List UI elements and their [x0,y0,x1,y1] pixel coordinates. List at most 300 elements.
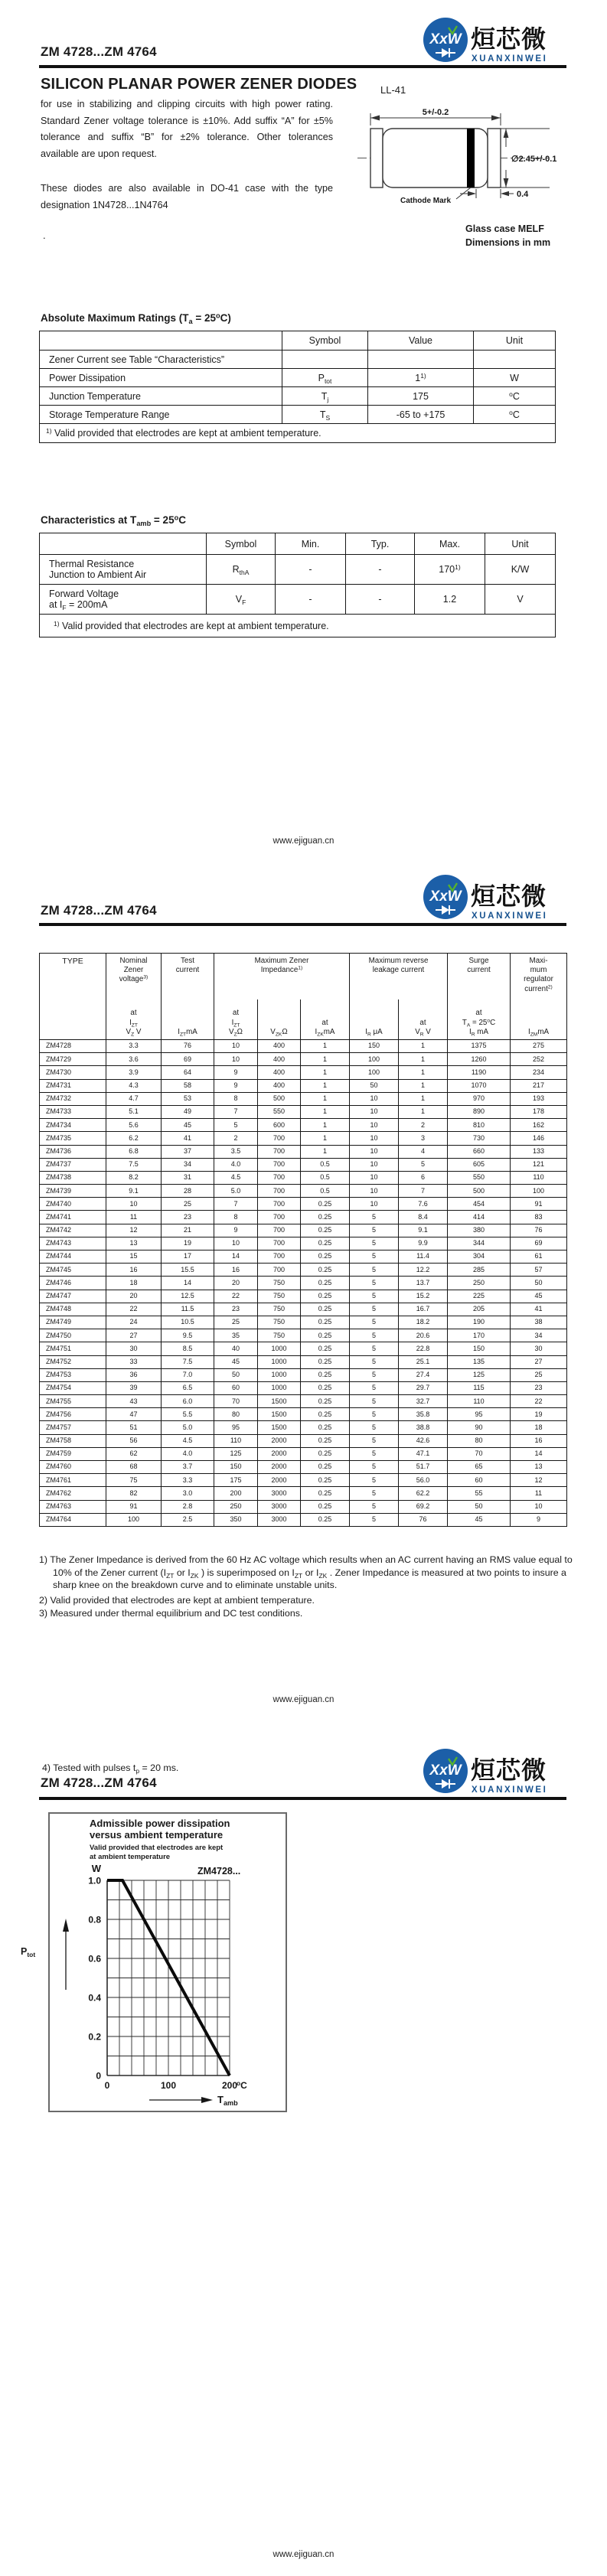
cell: 10 [106,1198,162,1211]
cell: 5 [350,1211,399,1224]
cell: 23 [511,1381,567,1394]
zener-row [40,1132,567,1145]
doc-title: ZM 4728...ZM 4764 [41,903,157,918]
cell: 11 [511,1487,567,1500]
cell: 170$^{1)}$ [415,555,485,585]
cell: 4.5 [162,1434,214,1447]
cell: 82 [106,1487,162,1500]
cell: 56 [106,1434,162,1447]
cell: - [346,585,415,615]
cell: 5.5 [162,1408,214,1421]
cell: 23 [214,1303,258,1316]
cell: $R_{thA}$ [207,555,276,585]
col-header [40,533,207,555]
zener-row [40,1092,567,1105]
cell: ZM4752 [40,1355,106,1368]
cell: 5 [350,1368,399,1381]
cell: 9.9 [399,1237,448,1250]
cell [282,351,368,369]
footnote-2: 2) Valid provided that electrodes are kept at ambient temperature. [39,1594,315,1606]
cell: ZM4753 [40,1368,106,1381]
cell: 30 [511,1342,567,1355]
cell: 8.5 [162,1342,214,1355]
cell: 9.1 [399,1224,448,1237]
cell: 1 [399,1092,448,1105]
cell: 1 [301,1145,350,1158]
zener-row [40,1066,567,1079]
header-rule [39,1797,566,1800]
cell: 500 [448,1185,511,1198]
cell: $^o$C [474,387,556,406]
cell: 135 [448,1355,511,1368]
group-header: Nominal Zener voltage$^{3)}$ [106,954,162,999]
cell: 1 [301,1092,350,1105]
cell: Thermal Resistance Junction to Ambient Air [40,555,207,585]
zener-row [40,1395,567,1408]
col-header: Symbol [207,533,276,555]
cell: 9 [214,1079,258,1092]
cell: 1 [399,1053,448,1066]
y-tick-label: 0.6 [88,1953,101,1965]
cell: 10 [350,1119,399,1132]
cell: 750 [258,1277,301,1290]
cell: 50 [511,1277,567,1290]
cell: 700 [258,1211,301,1224]
curve-label: ZM4728... [197,1866,241,1877]
table-footnotes [39,1554,589,1620]
cell: 15.2 [399,1290,448,1303]
cell: 6.2 [106,1132,162,1145]
cell: 700 [258,1251,301,1264]
cell: 40 [214,1342,258,1355]
cell: 190 [448,1316,511,1329]
band-dim-label: 0.4 [517,190,529,199]
cell: ZM4741 [40,1211,106,1224]
cell: 5 [399,1158,448,1171]
logo-en-name: XUANXINWEI [472,54,548,64]
cell: 2000 [258,1474,301,1487]
cell: 0.25 [301,1368,350,1381]
cell: 217 [511,1079,567,1092]
sub-column-header: at $I_{ZT}$ $V_Z$ V [106,999,162,1040]
cell: 3 [399,1132,448,1145]
cell: 10 [214,1237,258,1250]
cell: ZM4729 [40,1053,106,1066]
dimensions-label: Dimensions in mm [465,237,551,248]
cell: 22 [106,1303,162,1316]
type-column-header: TYPE [40,954,106,1040]
cell: 550 [448,1171,511,1184]
cell: 110 [214,1434,258,1447]
zener-row [40,1145,567,1158]
cell: 250 [448,1277,511,1290]
cell: 0.25 [301,1513,350,1526]
cell: 8.4 [399,1211,448,1224]
cell: 10 [350,1185,399,1198]
cell: ZM4742 [40,1224,106,1237]
intro-paragraph: for use in stabilizing and clipping circuits with high power rating. Standard Zener voltage tolerance is ±10%. Add suffix “A” for ±5% tolerance and suffix “B” for ±2% tolerance. Other tolerances available are upon request. [41,99,333,159]
cell: 350 [214,1513,258,1526]
cell: 3.0 [162,1487,214,1500]
characteristics-row [40,555,556,585]
zener-row [40,1461,567,1474]
header-rule [39,65,566,68]
cell: $P_{tot}$ [282,369,368,387]
cell: ZM4739 [40,1185,106,1198]
cell: 6.5 [162,1381,214,1394]
cell: 11 [106,1211,162,1224]
cell: 1 [301,1105,350,1118]
cell: 400 [258,1079,301,1092]
cell: 11.4 [399,1251,448,1264]
cell: 454 [448,1198,511,1211]
cell: 12.5 [162,1290,214,1303]
cell: Power Dissipation [40,369,282,387]
cell: 0.25 [301,1421,350,1434]
cell: 11.5 [162,1303,214,1316]
cell: 100 [350,1053,399,1066]
cell: 35 [214,1329,258,1342]
cell: 3.3 [162,1474,214,1487]
cell: 1 [301,1119,350,1132]
cell: 205 [448,1303,511,1316]
cell: 0.25 [301,1434,350,1447]
cell: 9 [511,1513,567,1526]
x-axis-unit: $^o$C [237,2079,247,2091]
col-header: Unit [485,533,556,555]
page-2 [0,849,607,1730]
cell: 9 [214,1066,258,1079]
cell: 8 [214,1211,258,1224]
cell: 69 [162,1053,214,1066]
cell: 45 [448,1513,511,1526]
cell: 32.7 [399,1395,448,1408]
zener-header-subcolumns [40,999,567,1040]
cell: 12.2 [399,1264,448,1277]
cell: 20.6 [399,1329,448,1342]
zener-row [40,1198,567,1211]
cell: 7 [399,1185,448,1198]
cell: 34 [162,1158,214,1171]
cell: 175 [368,387,474,406]
cell: 5.0 [162,1421,214,1434]
cell: 1500 [258,1421,301,1434]
cell: 38 [511,1316,567,1329]
logo-monogram: XxW [429,889,462,905]
zener-row [40,1277,567,1290]
cell: 50 [350,1079,399,1092]
cell: 2000 [258,1447,301,1460]
cell: 700 [258,1198,301,1211]
abs-max-row [40,351,556,369]
cell: 150 [214,1461,258,1474]
cell: 20 [106,1290,162,1303]
cell: 41 [162,1132,214,1145]
cell: 60 [448,1474,511,1487]
sub-column-header: at $T_A = 25^oC$ $I_R$ mA [448,999,511,1040]
cell: 70 [214,1395,258,1408]
cell: - [346,555,415,585]
cell: 150 [448,1342,511,1355]
cell: 700 [258,1158,301,1171]
cell: 50 [214,1368,258,1381]
cell: 27 [106,1329,162,1342]
cell: 19 [511,1408,567,1421]
y-axis-arrow [63,1919,69,1932]
cell: 45 [214,1355,258,1368]
cell: 0.25 [301,1487,350,1500]
cell: 10 [350,1092,399,1105]
cell: 150 [350,1040,399,1053]
chart-title-line1: Admissible power dissipation [90,1818,230,1829]
cell: 0.25 [301,1395,350,1408]
cell: 45 [511,1290,567,1303]
cell: 16.7 [399,1303,448,1316]
cell: 8 [214,1092,258,1105]
cell: ZM4744 [40,1251,106,1264]
zener-row [40,1211,567,1224]
cell: 75 [106,1474,162,1487]
col-header: Min. [276,533,346,555]
cell: - [276,585,346,615]
cell: 0.25 [301,1329,350,1342]
cell: 15.5 [162,1264,214,1277]
cell: 1000 [258,1368,301,1381]
brand-logo [423,1746,572,1795]
y-tick-label: 0.8 [88,1914,101,1925]
chart-subtitle-line2: at ambient temperature [90,1852,171,1861]
table-footnote: $^{1)}$ Valid provided that electrodes are kept at ambient temperature. [40,615,556,637]
cell: 1 [301,1132,350,1145]
cell: ZM4745 [40,1264,106,1277]
cell: 9.5 [162,1329,214,1342]
cell: 22.8 [399,1342,448,1355]
logo-cn-name: 烜芯微 [471,24,547,54]
cell: 414 [448,1211,511,1224]
zener-row [40,1264,567,1277]
cell: 14 [214,1251,258,1264]
cell: 8.2 [106,1171,162,1184]
cell: 344 [448,1237,511,1250]
x-tick-label: 100 [160,2080,177,2091]
cell: 25 [511,1368,567,1381]
cell: 45 [162,1119,214,1132]
cell: 750 [258,1290,301,1303]
cell: 3000 [258,1487,301,1500]
cell: 4.0 [214,1158,258,1171]
zener-row [40,1434,567,1447]
cell: 7.0 [162,1368,214,1381]
cell: 100 [511,1185,567,1198]
cell: 18.2 [399,1316,448,1329]
logo-en-name: XUANXINWEI [472,1785,548,1795]
diameter-dim-label: ∅2.45+/-0.1 [511,155,557,164]
cell: 10 [214,1053,258,1066]
cell: 37 [162,1145,214,1158]
cell: 70 [448,1447,511,1460]
cell: Junction Temperature [40,387,282,406]
cell: 162 [511,1119,567,1132]
cell: 5 [350,1290,399,1303]
cell: 380 [448,1224,511,1237]
cell: 10 [350,1132,399,1145]
col-header: Max. [415,533,485,555]
cell: 400 [258,1066,301,1079]
cell: ZM4760 [40,1461,106,1474]
cell: 200 [214,1487,258,1500]
cell: 80 [214,1408,258,1421]
cell: 700 [258,1145,301,1158]
cell: $T_j$ [282,387,368,406]
cell: 5 [350,1381,399,1394]
cell: 5 [350,1500,399,1513]
footnote-3: 3) Measured under thermal equilibrium and DC test conditions. [39,1608,303,1619]
cell: 4.7 [106,1092,162,1105]
cathode-band [467,129,475,187]
zener-row [40,1158,567,1171]
zener-row [40,1408,567,1421]
cell: 91 [511,1198,567,1211]
cell: 69.2 [399,1500,448,1513]
cell: 56.0 [399,1474,448,1487]
cell: 5 [350,1447,399,1460]
cell: 0.25 [301,1408,350,1421]
col-header [40,331,282,351]
cell: 10 [350,1171,399,1184]
group-header: Maximum Zener Impedance$^{1)}$ [214,954,350,999]
cell: 61 [511,1251,567,1264]
zener-row [40,1487,567,1500]
cell: 1 [399,1040,448,1053]
cell: 100 [350,1066,399,1079]
cell: 0.5 [301,1158,350,1171]
cell: 18 [106,1277,162,1290]
cell: 304 [448,1251,511,1264]
cell: 0.25 [301,1237,350,1250]
cell: 10.5 [162,1316,214,1329]
cell: 6 [399,1171,448,1184]
cell: 400 [258,1053,301,1066]
cell: 41 [511,1303,567,1316]
cell: 4.0 [162,1447,214,1460]
x-tick-label: 200 [221,2080,238,2091]
logo-en-name: XUANXINWEI [472,911,548,921]
cell: 2000 [258,1434,301,1447]
cell: 1 [301,1053,350,1066]
cell: 9.1 [106,1185,162,1198]
y-tick-label: 1.0 [88,1875,101,1886]
cell: 0.25 [301,1461,350,1474]
cell: 5.6 [106,1119,162,1132]
cell: ZM4762 [40,1487,106,1500]
cell: 2000 [258,1461,301,1474]
cell: 125 [448,1368,511,1381]
cell: 5.1 [106,1105,162,1118]
cell: -65 to +175 [368,406,474,424]
cell: 1.2 [415,585,485,615]
sub-column-header: $I_{ZM}mA$ [511,999,567,1040]
cell: 95 [448,1408,511,1421]
cell: 3.3 [106,1040,162,1053]
cell: 30 [106,1342,162,1355]
footnote-4: 4) Tested with pulses $t_p = 20$ ms. [42,1762,179,1775]
group-header: Maxi- mum regulator current$^{2)}$ [511,954,567,999]
cell: 16 [214,1264,258,1277]
brand-logo [423,872,572,921]
cell: ZM4746 [40,1277,106,1290]
cell: 5 [350,1474,399,1487]
zener-row [40,1040,567,1053]
cell: 58 [162,1079,214,1092]
zener-row [40,1105,567,1118]
cell: 76 [399,1513,448,1526]
package-name: LL-41 [380,84,406,96]
col-header: Unit [474,331,556,351]
cell: 76 [511,1224,567,1237]
cell: 10 [350,1145,399,1158]
header-rule [39,923,566,926]
cell: 810 [448,1119,511,1132]
cell: ZM4732 [40,1092,106,1105]
cell: 83 [511,1211,567,1224]
sub-column-header: $V_{ZK}\Omega$ [258,999,301,1040]
cell: 18 [511,1421,567,1434]
cell: 1 [301,1066,350,1079]
cell: 65 [448,1461,511,1474]
cell: $V_F$ [207,585,276,615]
cell: 7 [214,1105,258,1118]
cell: 64 [162,1066,214,1079]
cell: 15 [106,1251,162,1264]
chart-subtitle-line1: Valid provided that electrodes are kept [90,1844,224,1852]
cell: 13 [106,1237,162,1250]
cell: 21 [162,1224,214,1237]
cell: 33 [106,1355,162,1368]
cell: ZM4735 [40,1132,106,1145]
zener-row [40,1171,567,1184]
col-header: Value [368,331,474,351]
cell: 22 [214,1290,258,1303]
cell: 27 [511,1355,567,1368]
characteristics-row [40,585,556,615]
cell: 0.25 [301,1303,350,1316]
page-footer-url: www.ejiguan.cn [272,1695,335,1704]
cell: 49 [162,1105,214,1118]
cell: 68 [106,1461,162,1474]
cell: 24 [106,1316,162,1329]
cell: 0.25 [301,1211,350,1224]
cell: 7 [214,1198,258,1211]
zener-characteristics-table [39,953,567,1527]
cell: 0.25 [301,1500,350,1513]
characteristics-table [39,533,556,637]
sub-column-header: at $I_{ZK}mA$ [301,999,350,1040]
cell: ZM4738 [40,1171,106,1184]
cell: 178 [511,1105,567,1118]
cell: 10 [511,1500,567,1513]
zener-row [40,1303,567,1316]
cell [474,351,556,369]
cell: ZM4733 [40,1105,106,1118]
cell: ZM4764 [40,1513,106,1526]
cell: 5 [350,1277,399,1290]
logo-cn-name: 烜芯微 [471,882,547,911]
cell: 36 [106,1368,162,1381]
cell: ZM4754 [40,1381,106,1394]
cell: $T_S$ [282,406,368,424]
cell: 14 [162,1277,214,1290]
cell: 5 [350,1395,399,1408]
